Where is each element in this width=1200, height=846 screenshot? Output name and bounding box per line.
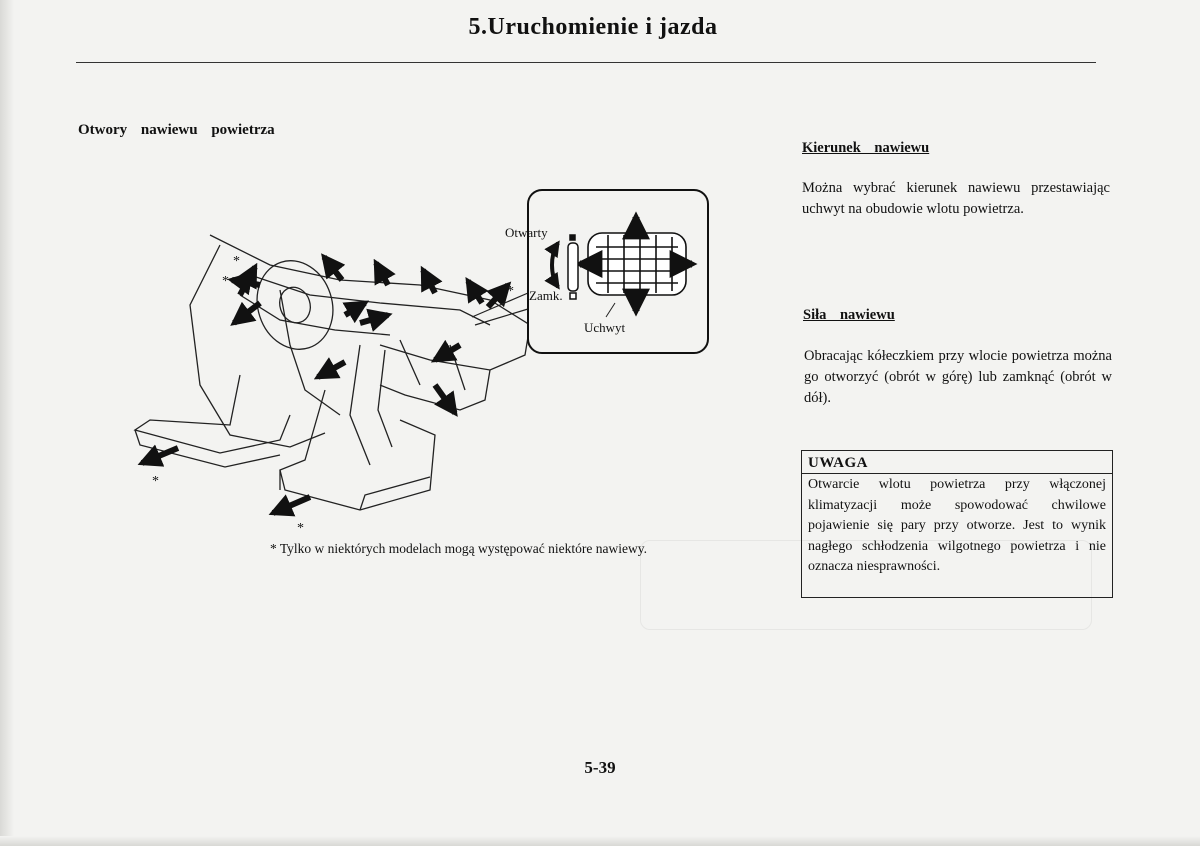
page-bottom-edge xyxy=(0,836,1200,846)
header-rule xyxy=(76,62,1096,63)
asterisk-mark: * xyxy=(222,274,229,289)
asterisk-mark: * xyxy=(152,474,159,489)
dashboard-outline xyxy=(135,235,530,510)
warning-text: Otwarcie wlotu powietrza przy włączonej klimatyzacji może spowodować chwilowe pojawienie się pary przy otworze. Jest to wynik nagłego schłodzenia wilgotnego powietrza i nie oznacza niesprawności. xyxy=(808,477,1106,574)
chapter-title: 5.Uruchomienie i jazda xyxy=(468,14,718,40)
force-paragraph: Obracając kółeczkiem przy wlocie powietrza można go otworzyć (obrót w górę) lub zamknąć (obrót w dół). xyxy=(804,348,1112,406)
vent-grille xyxy=(588,233,686,295)
label-open: Otwarty xyxy=(505,225,548,240)
direction-heading: Kierunek nawiewu xyxy=(802,140,930,156)
vent-detail-box xyxy=(505,190,708,353)
asterisk-mark: * xyxy=(233,254,240,269)
direction-paragraph: Można wybrać kierunek nawiewu przestawiając uchwyt na obudowie wlotu powietrza. xyxy=(802,180,1110,217)
thumbwheel xyxy=(568,235,578,299)
page-number: 5-39 xyxy=(584,758,616,777)
page-binding-shadow xyxy=(0,0,14,846)
figure-footnote: * Tylko w niektórych modelach mogą występować niektóre nawiewy. xyxy=(270,541,647,556)
label-closed: Zamk. xyxy=(529,288,563,303)
asterisk-mark: * xyxy=(507,284,514,299)
section-heading: Otwory nawiewu powietrza xyxy=(78,122,275,138)
dashboard-vents-illustration xyxy=(130,185,730,535)
air-vents-figure xyxy=(130,185,730,535)
asterisk-mark: * xyxy=(297,521,304,535)
warning-box xyxy=(801,450,1113,598)
airflow-arrows xyxy=(142,257,508,513)
label-handle: Uchwyt xyxy=(584,320,626,335)
warning-title: UWAGA xyxy=(802,451,1112,474)
force-heading: Siła nawiewu xyxy=(803,307,895,323)
